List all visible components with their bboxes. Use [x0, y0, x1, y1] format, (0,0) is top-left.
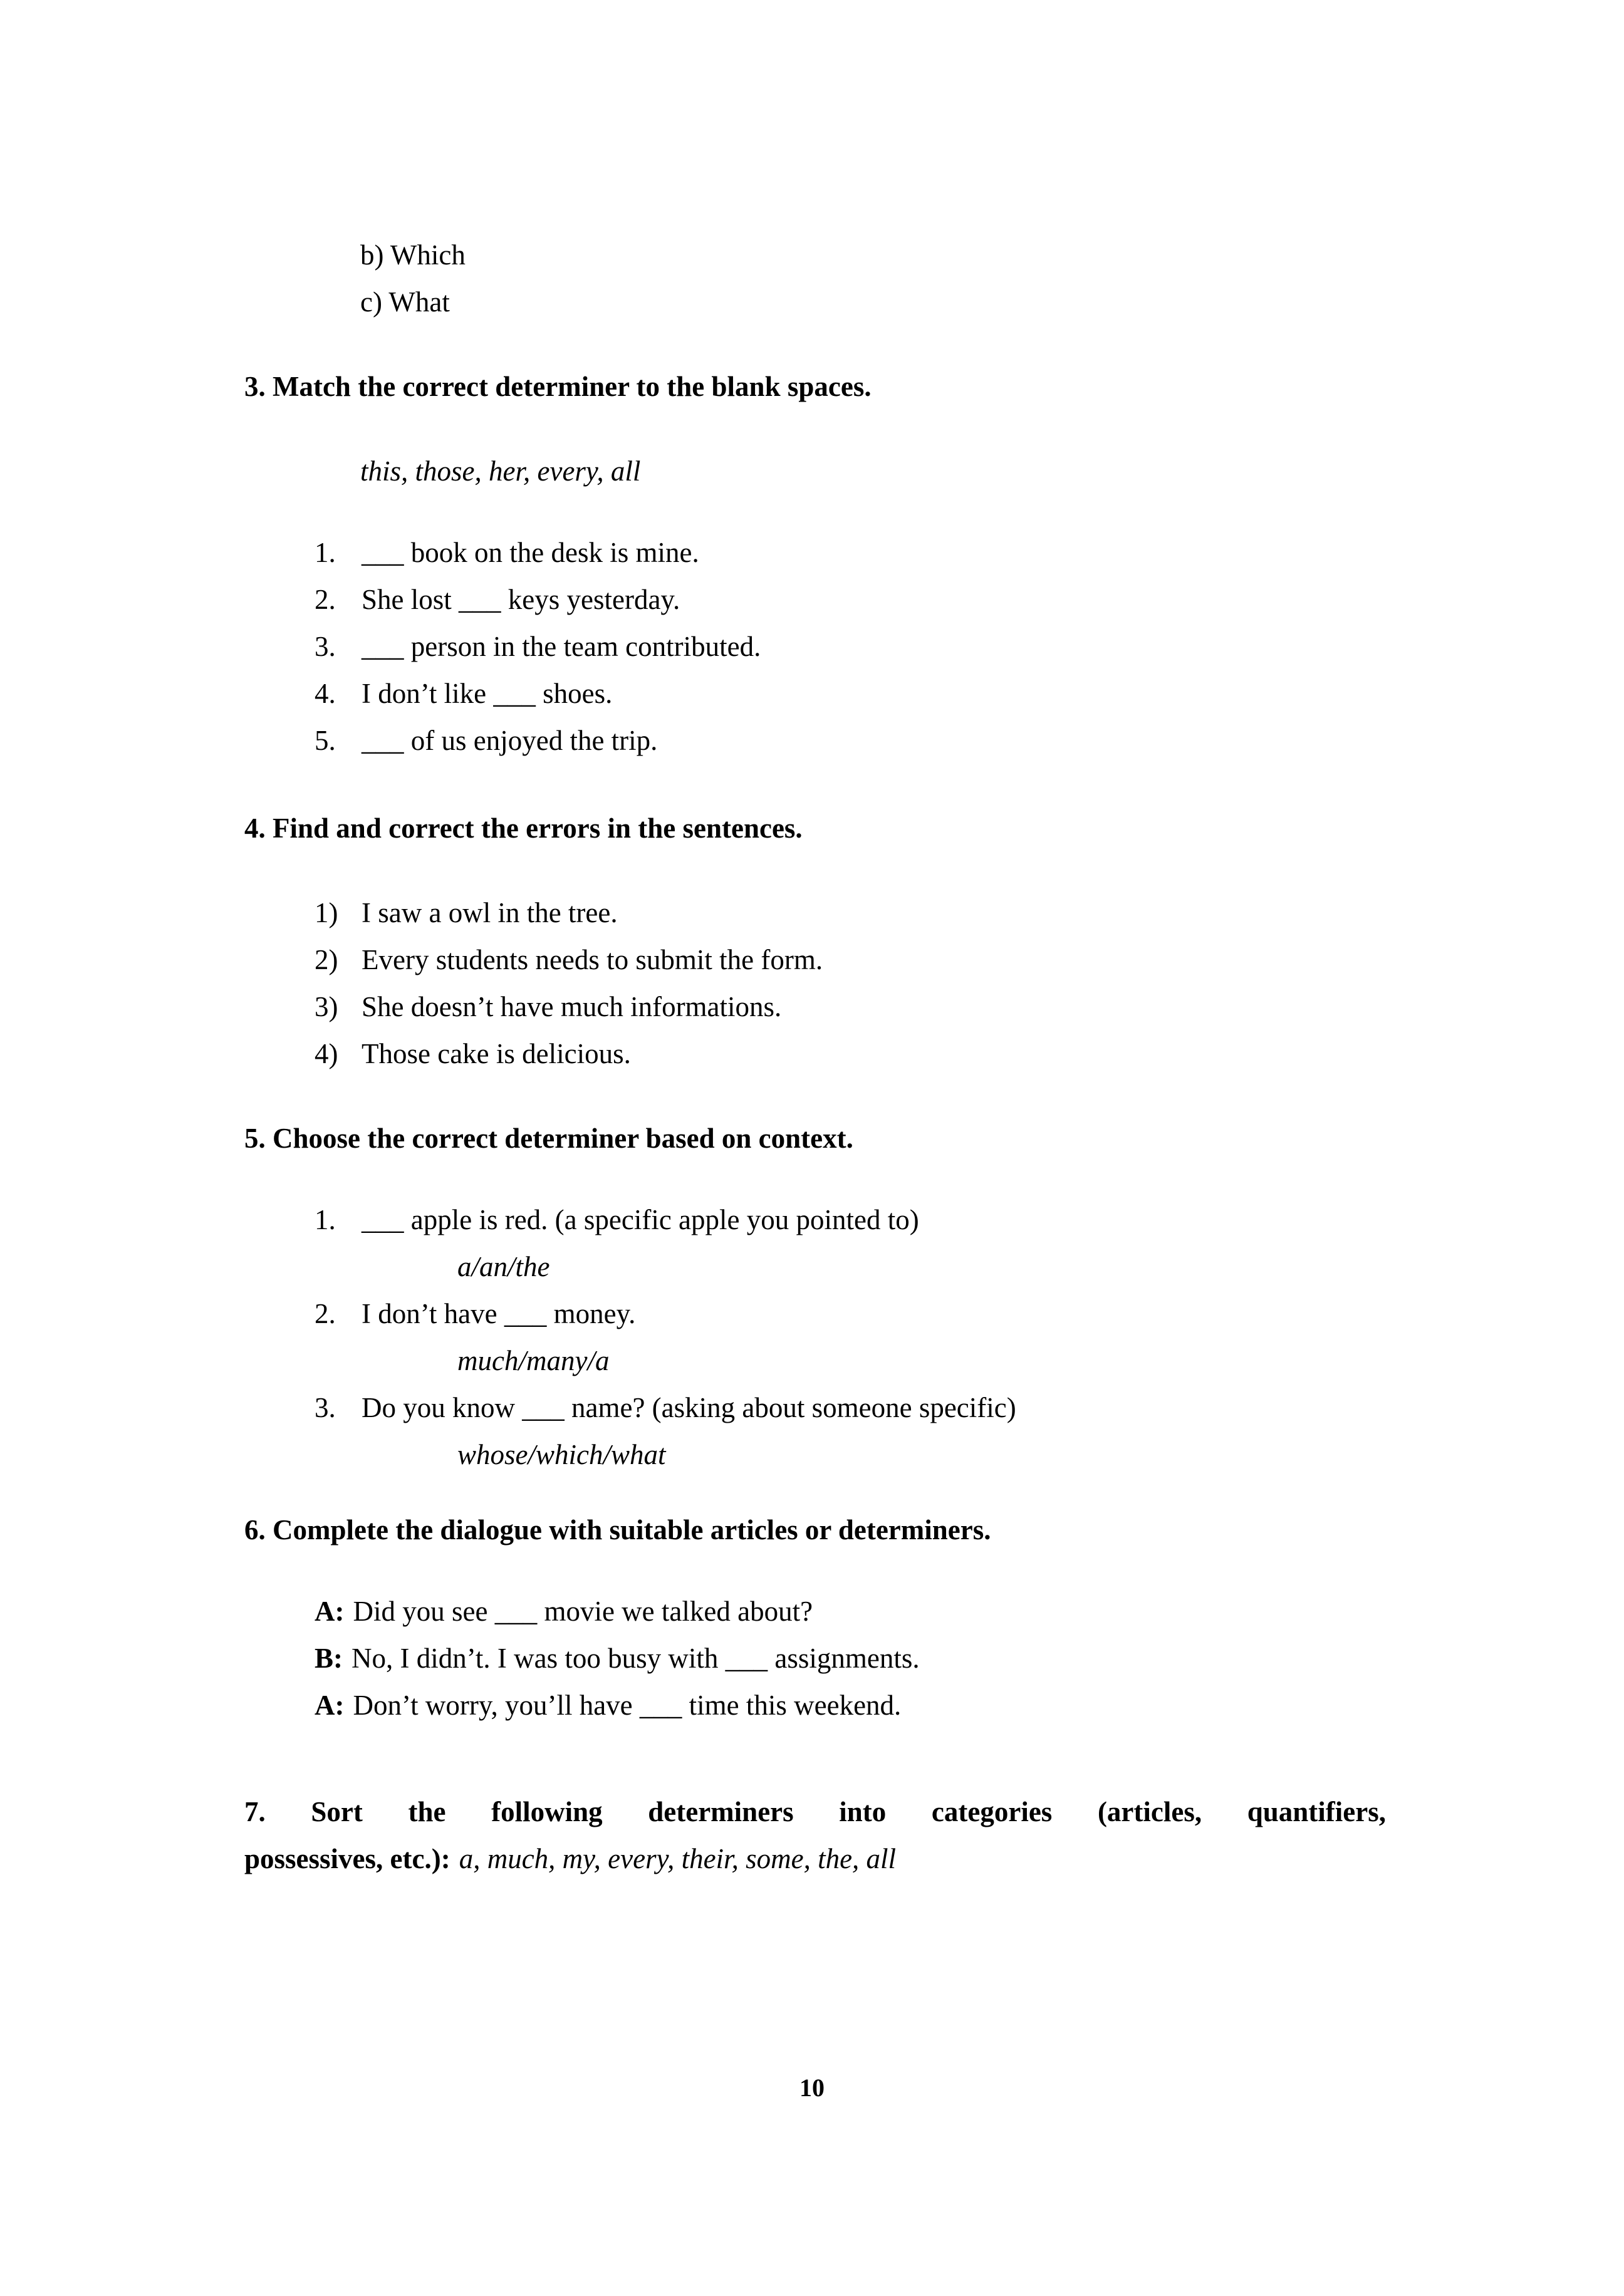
list-item: [315, 937, 1386, 984]
speaker-label: B:: [315, 1643, 343, 1674]
list-item-number: 3.: [315, 1392, 336, 1423]
list-item-text: ___ of us enjoyed the trip.: [362, 725, 658, 756]
list-item-text: ___ apple is red. (a specific apple you pointed to): [362, 1204, 919, 1235]
list-item-text: ___ person in the team contributed.: [362, 631, 761, 662]
speaker-label: A:: [315, 1596, 345, 1627]
list-item-number: 2): [315, 944, 338, 975]
list-item-text: I don’t have ___ money.: [362, 1298, 636, 1329]
list-item: [315, 890, 1386, 937]
list-item: [315, 529, 1386, 576]
section-5-heading: 5. Choose the correct determiner based on context.: [244, 1123, 853, 1154]
section-7-heading-line2: [244, 1836, 1386, 1883]
list-item-number: 1): [315, 897, 338, 928]
list-item: [315, 1197, 1386, 1244]
list-item-text: I saw a owl in the tree.: [362, 897, 618, 928]
dialogue: [315, 1588, 1386, 1729]
answer-option-b: b) Which: [360, 239, 466, 271]
word-bank: this, those, her, every, all: [360, 455, 641, 487]
list-item-number: 3.: [315, 631, 336, 662]
page-number: 10: [799, 2074, 825, 2102]
list-item-number: 2.: [315, 584, 336, 615]
list-item-text: ___ book on the desk is mine.: [362, 537, 699, 568]
list-item-text: She lost ___ keys yesterday.: [362, 584, 680, 615]
section-3-list: [244, 529, 1386, 764]
list-item-number: 4.: [315, 678, 336, 709]
page-content: [244, 232, 1386, 1883]
list-item-number: 4): [315, 1038, 338, 1069]
section-3-heading: 3. Match the correct determiner to the blank spaces.: [244, 371, 872, 402]
dialogue-text: Don’t worry, you’ll have ___ time this weekend.: [353, 1690, 902, 1721]
determiner-list: a, much, my, every, their, some, the, all: [459, 1843, 897, 1874]
answer-option-c: c) What: [360, 286, 450, 318]
section-7-heading-line1: 7. Sort the following determiners into categories (articles, quantifiers,: [244, 1796, 1386, 1827]
list-item-number: 1.: [315, 537, 336, 568]
list-item-number: 5.: [315, 725, 336, 756]
section-4-heading: 4. Find and correct the errors in the sentences.: [244, 813, 803, 844]
list-item: [315, 717, 1386, 764]
list-item-number: 2.: [315, 1298, 336, 1329]
list-item-text: Do you know ___ name? (asking about someone specific): [362, 1392, 1016, 1423]
section-7-heading: [244, 1789, 1386, 1883]
speaker-label: A:: [315, 1690, 345, 1721]
list-item: [315, 984, 1386, 1031]
section-5-list: [244, 1197, 1386, 1478]
list-item: [315, 576, 1386, 623]
list-item-number: 3): [315, 991, 338, 1022]
section-7-heading-line2-bold: possessives, etc.):: [244, 1843, 450, 1874]
dialogue-text: Did you see ___ movie we talked about?: [353, 1596, 813, 1627]
list-item: [315, 623, 1386, 670]
list-item: [315, 1384, 1386, 1431]
dialogue-text: No, I didn’t. I was too busy with ___ assignments.: [351, 1643, 920, 1674]
list-item-text: She doesn’t have much informations.: [362, 991, 782, 1022]
list-item-text: Those cake is delicious.: [362, 1038, 631, 1069]
choice-options: whose/which/what: [457, 1439, 666, 1470]
section-6-heading: 6. Complete the dialogue with suitable articles or determiners.: [244, 1514, 991, 1545]
list-item: [315, 1031, 1386, 1078]
list-item-text: I don’t like ___ shoes.: [362, 678, 613, 709]
section-4-list: [244, 890, 1386, 1078]
list-item: [315, 670, 1386, 717]
dialogue-line: [315, 1682, 1386, 1729]
list-item-text: Every students needs to submit the form.: [362, 944, 823, 975]
choice-options: a/an/the: [457, 1251, 550, 1282]
choice-options: much/many/a: [457, 1345, 610, 1376]
list-item: [315, 1291, 1386, 1338]
dialogue-line: [315, 1588, 1386, 1635]
list-item-number: 1.: [315, 1204, 336, 1235]
dialogue-line: [315, 1635, 1386, 1682]
